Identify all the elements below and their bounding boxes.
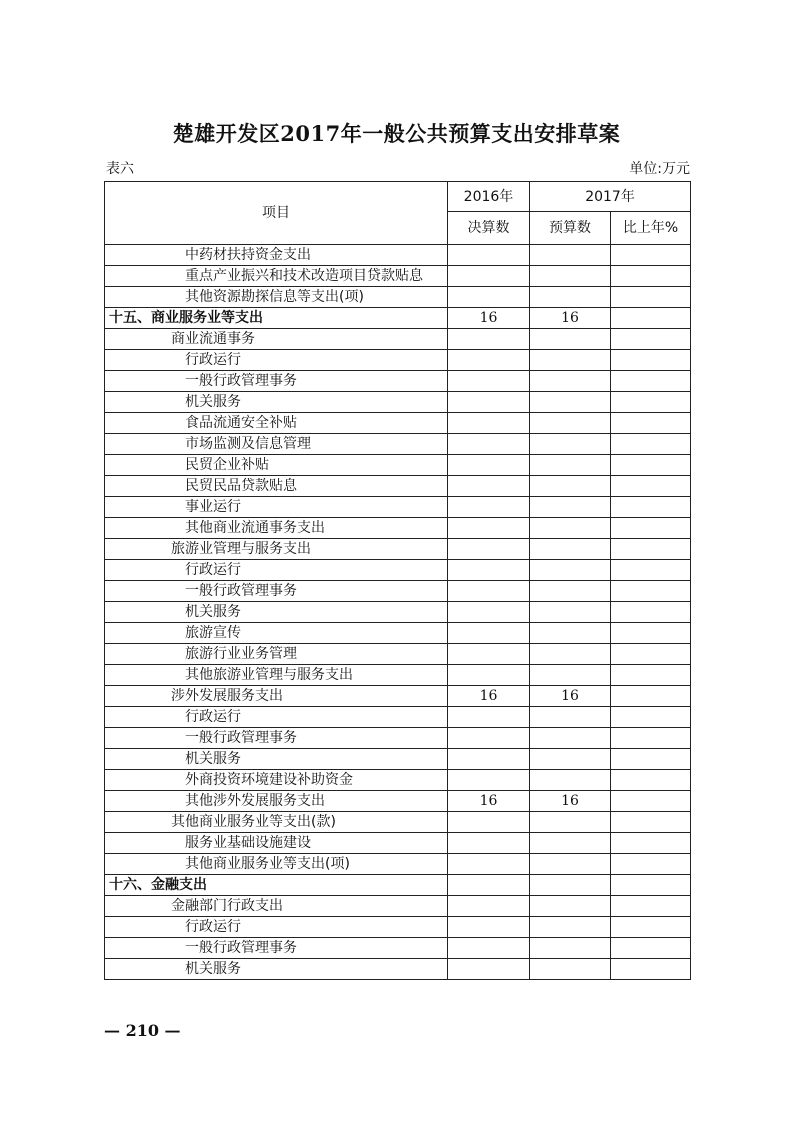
- table-row: [105, 581, 691, 602]
- row-budget-2017: [530, 518, 611, 539]
- table-row: [105, 686, 691, 707]
- row-budget-2017: [530, 602, 611, 623]
- row-budget-2017: [530, 665, 611, 686]
- row-item-name: 市场监测及信息管理: [105, 434, 448, 455]
- row-ratio: [611, 560, 691, 581]
- table-row: [105, 749, 691, 770]
- row-item-name: 一般行政管理事务: [105, 371, 448, 392]
- table-row: [105, 539, 691, 560]
- row-item-name: 行政运行: [105, 350, 448, 371]
- table-row: [105, 959, 691, 980]
- header-year-2016: 2016年: [448, 182, 530, 212]
- row-final-2016: [448, 749, 530, 770]
- table-row: [105, 392, 691, 413]
- row-item-name: 一般行政管理事务: [105, 728, 448, 749]
- row-item-name: 商业流通事务: [105, 329, 448, 350]
- row-ratio: [611, 329, 691, 350]
- row-ratio: [611, 875, 691, 896]
- row-ratio: [611, 686, 691, 707]
- row-final-2016: [448, 812, 530, 833]
- row-budget-2017: 16: [530, 791, 611, 812]
- row-item-name: 机关服务: [105, 749, 448, 770]
- row-final-2016: [448, 833, 530, 854]
- table-row: [105, 707, 691, 728]
- table-header: [105, 182, 691, 245]
- header-final-2016: 决算数: [448, 212, 530, 245]
- row-item-name: 十六、金融支出: [105, 875, 448, 896]
- row-ratio: [611, 392, 691, 413]
- row-final-2016: [448, 413, 530, 434]
- row-item-name: 其他旅游业管理与服务支出: [105, 665, 448, 686]
- row-ratio: [611, 665, 691, 686]
- unit-label: 单位:万元: [629, 161, 690, 177]
- table-row: [105, 560, 691, 581]
- row-item-name: 机关服务: [105, 392, 448, 413]
- table-row: [105, 644, 691, 665]
- table-row: [105, 602, 691, 623]
- row-budget-2017: [530, 917, 611, 938]
- row-ratio: [611, 938, 691, 959]
- row-ratio: [611, 539, 691, 560]
- header-item: 项目: [105, 182, 448, 245]
- row-item-name: 十五、商业服务业等支出: [105, 308, 448, 329]
- row-item-name: 其他商业服务业等支出(款): [105, 812, 448, 833]
- table-row: [105, 455, 691, 476]
- row-final-2016: [448, 938, 530, 959]
- row-item-name: 行政运行: [105, 560, 448, 581]
- row-budget-2017: [530, 497, 611, 518]
- row-item-name: 服务业基础设施建设: [105, 833, 448, 854]
- row-item-name: 其他资源勘探信息等支出(项): [105, 287, 448, 308]
- row-item-name: 涉外发展服务支出: [105, 686, 448, 707]
- row-ratio: [611, 350, 691, 371]
- row-item-name: 金融部门行政支出: [105, 896, 448, 917]
- row-final-2016: [448, 728, 530, 749]
- table-row: [105, 497, 691, 518]
- row-ratio: [611, 434, 691, 455]
- budget-table: [104, 181, 691, 980]
- table-row: [105, 917, 691, 938]
- table-row: [105, 728, 691, 749]
- row-item-name: 一般行政管理事务: [105, 938, 448, 959]
- row-final-2016: [448, 497, 530, 518]
- row-budget-2017: [530, 707, 611, 728]
- table-row: [105, 308, 691, 329]
- row-item-name: 旅游行业业务管理: [105, 644, 448, 665]
- table-row: [105, 350, 691, 371]
- row-ratio: [611, 245, 691, 266]
- row-budget-2017: [530, 770, 611, 791]
- row-budget-2017: [530, 350, 611, 371]
- row-item-name: 中药材扶持资金支出: [105, 245, 448, 266]
- row-budget-2017: 16: [530, 308, 611, 329]
- row-item-name: 食品流通安全补贴: [105, 413, 448, 434]
- table-row: [105, 518, 691, 539]
- row-ratio: [611, 623, 691, 644]
- header-year-2017: 2017年: [530, 182, 691, 212]
- row-final-2016: [448, 539, 530, 560]
- row-item-name: 事业运行: [105, 497, 448, 518]
- row-final-2016: [448, 287, 530, 308]
- row-budget-2017: [530, 413, 611, 434]
- row-budget-2017: [530, 833, 611, 854]
- row-budget-2017: [530, 476, 611, 497]
- row-budget-2017: [530, 371, 611, 392]
- table-row: [105, 287, 691, 308]
- row-item-name: 旅游业管理与服务支出: [105, 539, 448, 560]
- row-budget-2017: [530, 245, 611, 266]
- row-budget-2017: [530, 434, 611, 455]
- header-ratio: 比上年%: [611, 212, 691, 245]
- table-row: [105, 623, 691, 644]
- table-row: [105, 770, 691, 791]
- row-budget-2017: [530, 329, 611, 350]
- row-final-2016: [448, 602, 530, 623]
- row-item-name: 外商投资环境建设补助资金: [105, 770, 448, 791]
- row-final-2016: [448, 266, 530, 287]
- row-ratio: [611, 266, 691, 287]
- row-ratio: [611, 581, 691, 602]
- row-final-2016: [448, 329, 530, 350]
- row-item-name: 民贸民品贷款贴息: [105, 476, 448, 497]
- row-item-name: 行政运行: [105, 707, 448, 728]
- row-budget-2017: [530, 854, 611, 875]
- row-budget-2017: [530, 581, 611, 602]
- row-ratio: [611, 455, 691, 476]
- row-final-2016: [448, 917, 530, 938]
- row-budget-2017: [530, 539, 611, 560]
- table-row: [105, 791, 691, 812]
- table-row: [105, 413, 691, 434]
- row-budget-2017: [530, 959, 611, 980]
- row-ratio: [611, 707, 691, 728]
- row-item-name: 一般行政管理事务: [105, 581, 448, 602]
- row-ratio: [611, 770, 691, 791]
- row-final-2016: [448, 392, 530, 413]
- row-final-2016: [448, 476, 530, 497]
- row-ratio: [611, 959, 691, 980]
- row-budget-2017: [530, 287, 611, 308]
- row-final-2016: [448, 581, 530, 602]
- row-ratio: [611, 896, 691, 917]
- row-budget-2017: [530, 749, 611, 770]
- row-ratio: [611, 308, 691, 329]
- table-body: [105, 245, 691, 980]
- row-final-2016: [448, 959, 530, 980]
- row-budget-2017: [530, 623, 611, 644]
- table-row: [105, 329, 691, 350]
- row-final-2016: [448, 854, 530, 875]
- row-ratio: [611, 749, 691, 770]
- row-final-2016: [448, 518, 530, 539]
- row-final-2016: [448, 770, 530, 791]
- row-item-name: 机关服务: [105, 602, 448, 623]
- table-row: [105, 434, 691, 455]
- row-final-2016: [448, 245, 530, 266]
- table-row: [105, 938, 691, 959]
- header-budget-2017: 预算数: [530, 212, 611, 245]
- table-row: [105, 896, 691, 917]
- row-final-2016: [448, 371, 530, 392]
- row-item-name: 旅游宣传: [105, 623, 448, 644]
- row-item-name: 其他商业流通事务支出: [105, 518, 448, 539]
- row-budget-2017: [530, 455, 611, 476]
- row-ratio: [611, 287, 691, 308]
- table-row: [105, 833, 691, 854]
- row-final-2016: 16: [448, 686, 530, 707]
- row-budget-2017: [530, 560, 611, 581]
- table-row: [105, 476, 691, 497]
- row-item-name: 其他商业服务业等支出(项): [105, 854, 448, 875]
- row-ratio: [611, 791, 691, 812]
- table-row: [105, 854, 691, 875]
- row-item-name: 其他涉外发展服务支出: [105, 791, 448, 812]
- row-budget-2017: [530, 896, 611, 917]
- row-ratio: [611, 602, 691, 623]
- row-item-name: 民贸企业补贴: [105, 455, 448, 476]
- row-final-2016: 16: [448, 308, 530, 329]
- row-budget-2017: [530, 392, 611, 413]
- row-ratio: [611, 854, 691, 875]
- table-row: [105, 875, 691, 896]
- row-ratio: [611, 812, 691, 833]
- table-row: [105, 812, 691, 833]
- row-budget-2017: [530, 644, 611, 665]
- row-ratio: [611, 476, 691, 497]
- row-final-2016: [448, 623, 530, 644]
- row-ratio: [611, 833, 691, 854]
- page-title: 楚雄开发区2017年一般公共预算支出安排草案: [172, 121, 621, 146]
- row-ratio: [611, 728, 691, 749]
- row-ratio: [611, 518, 691, 539]
- row-final-2016: [448, 875, 530, 896]
- row-final-2016: [448, 350, 530, 371]
- row-final-2016: [448, 455, 530, 476]
- table-row: [105, 245, 691, 266]
- row-final-2016: [448, 434, 530, 455]
- table-row: [105, 665, 691, 686]
- row-ratio: [611, 371, 691, 392]
- row-final-2016: [448, 560, 530, 581]
- row-ratio: [611, 497, 691, 518]
- row-budget-2017: [530, 266, 611, 287]
- row-budget-2017: [530, 812, 611, 833]
- page-number: — 210 —: [104, 1021, 181, 1040]
- row-ratio: [611, 644, 691, 665]
- row-final-2016: [448, 707, 530, 728]
- row-ratio: [611, 413, 691, 434]
- row-budget-2017: [530, 938, 611, 959]
- row-ratio: [611, 917, 691, 938]
- table-row: [105, 371, 691, 392]
- row-final-2016: [448, 896, 530, 917]
- row-budget-2017: [530, 875, 611, 896]
- row-final-2016: [448, 665, 530, 686]
- row-budget-2017: [530, 728, 611, 749]
- row-item-name: 行政运行: [105, 917, 448, 938]
- row-final-2016: [448, 644, 530, 665]
- table-row: [105, 266, 691, 287]
- row-final-2016: 16: [448, 791, 530, 812]
- row-item-name: 重点产业振兴和技术改造项目贷款贴息: [105, 266, 448, 287]
- row-budget-2017: 16: [530, 686, 611, 707]
- table-number: 表六: [106, 161, 134, 177]
- row-item-name: 机关服务: [105, 959, 448, 980]
